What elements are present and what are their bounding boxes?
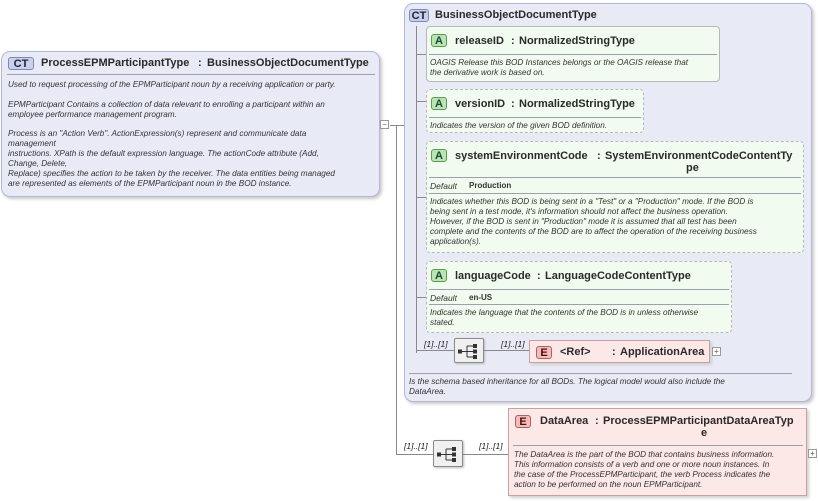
attribute-name: versionID [455, 98, 506, 110]
seq-branch [416, 350, 454, 351]
attr-branch-2 [416, 101, 426, 102]
attribute-separator [429, 54, 717, 55]
main-type-name: ProcessEPMParticipantType [41, 57, 190, 69]
element-doc-line1: The DataArea is the part of the BOD that contains business information. [514, 450, 775, 459]
complex-type-badge-icon: CT [409, 9, 429, 22]
element-type-line2: e [701, 427, 708, 439]
main-type-doc-line2: EPMParticipant Contains a collection of data relevant to enrolling a participant within an [8, 100, 325, 109]
attribute-releaseID[interactable] [426, 26, 720, 82]
main-type-doc-line7: Change, Delete, [8, 159, 68, 168]
element-data-area[interactable] [508, 408, 807, 496]
main-type-doc-line4: Process is an "Action Verb". ActionExpression(s) represent and communicate data [8, 129, 307, 138]
main-type-doc-line3: employee performance management program. [8, 110, 177, 119]
main-type-colon: : [198, 57, 202, 69]
cardinality-label: [1]..[1] [479, 441, 503, 451]
element-badge-icon: E [515, 415, 531, 428]
attr-branch-3 [416, 197, 426, 198]
element-ref-label: <Ref> [560, 346, 591, 358]
attribute-doc-line2: the derivative work is based on. [430, 68, 545, 77]
attribute-type: NormalizedStringType [519, 35, 635, 47]
attribute-colon: : [537, 270, 541, 282]
main-type-doc-line8: Replace) specifies the action to be taken by the receiver. The data entities being managed [8, 169, 335, 178]
element-colon: : [595, 415, 599, 427]
attribute-languageCode[interactable] [426, 261, 732, 333]
main-type-separator [7, 74, 375, 75]
base-type-name: BusinessObjectDocumentType [435, 9, 597, 21]
attribute-name: systemEnvironmentCode [455, 150, 588, 162]
default-value: Production [469, 181, 512, 190]
sequence-glyph-icon [434, 441, 464, 468]
attribute-doc-line1: OAGIS Release this BOD Instances belongs or the OAGIS release that [430, 58, 689, 67]
sequence-compositor-icon[interactable] [454, 338, 484, 363]
main-type-base: BusinessObjectDocumentType [207, 57, 369, 69]
element-application-area[interactable] [529, 340, 710, 363]
attribute-type-line1: SystemEnvironmentCodeContentTy [605, 150, 793, 162]
attribute-type-line2: pe [686, 162, 699, 174]
attribute-doc-line2: being sent in a test mode, it's information should not affect the business operation. [430, 207, 728, 216]
attribute-doc-line3: However, if the BOD is sent in "Production" mode it is assumed that all test has been [430, 217, 737, 226]
attribute-badge-icon: A [431, 97, 447, 110]
attribute-badge-icon: A [431, 269, 447, 282]
default-label: Default [430, 293, 457, 303]
element-name: ApplicationArea [620, 346, 705, 358]
collapse-toggle-icon[interactable]: − [380, 120, 389, 129]
attribute-doc-line1: Indicates the version of the given BOD definition. [430, 121, 608, 130]
main-type-doc-line1: Used to request processing of the EPMParticipant noun by a receiving application or party. [8, 80, 336, 89]
attribute-versionID[interactable] [426, 89, 644, 133]
main-type-doc-line9: are represented as elements of the EPMParticipant noun in the BOD instance. [8, 179, 292, 188]
attribute-colon: : [597, 150, 601, 162]
element-badge-icon: E [536, 346, 552, 359]
element-name: DataArea [540, 415, 589, 427]
base-type-doc-line1: Is the schema based inheritance for all BODs. The logical model would also include the [409, 377, 725, 386]
attribute-doc-line4: complete and the contents of the BOD are to affect the operation of the receiving business [430, 227, 757, 236]
connector-to-base-h [396, 125, 404, 126]
base-type-separator [409, 373, 792, 374]
element-separator [513, 445, 803, 446]
attribute-systemEnvironmentCode[interactable] [426, 141, 804, 253]
attribute-separator [429, 289, 729, 290]
attribute-colon: : [511, 35, 515, 47]
attribute-separator [429, 117, 641, 118]
connector-seq-to-dataarea [463, 454, 508, 455]
element-doc-line2: This information consists of a verb and one or more noun instances. In [514, 460, 770, 469]
main-type-doc-line5: management [8, 139, 56, 148]
connector-seq-to-apparea [484, 350, 529, 351]
cardinality-label: [1]..[1] [501, 339, 525, 349]
element-doc-line4: action to be performed on the noun EPMParticipant. [514, 480, 703, 489]
cardinality-label: [1]..[1] [424, 339, 448, 349]
attribute-type: NormalizedStringType [519, 98, 635, 110]
expand-toggle-icon[interactable]: + [808, 449, 817, 458]
base-complex-type[interactable] [404, 3, 812, 402]
sequence-glyph-icon [455, 339, 485, 364]
element-colon: : [612, 346, 616, 358]
element-doc-line3: the case of the ProcessEPMParticipant, the verb Process indicates the [514, 470, 771, 479]
main-complex-type[interactable] [1, 51, 380, 197]
connector-trunk-v [396, 125, 397, 454]
complex-type-badge-icon: CT [8, 57, 34, 70]
attr-branch-4 [416, 297, 426, 298]
attribute-colon: : [511, 98, 515, 110]
sequence-compositor-icon[interactable] [433, 440, 463, 467]
attribute-name: releaseID [455, 35, 504, 47]
expand-toggle-icon[interactable]: + [712, 347, 721, 356]
base-type-doc-line2: DataArea. [409, 387, 446, 396]
default-label: Default [430, 181, 457, 191]
attribute-doc-line5: application(s). [430, 237, 481, 246]
attribute-doc-line1: Indicates the language that the contents of the BOD is in unless otherwise [430, 308, 699, 317]
attribute-separator [429, 177, 801, 178]
default-value: en-US [469, 293, 493, 302]
main-type-doc-line6: instructions. XPath is the default expression language. The actionCode attribute (Add, [8, 149, 319, 158]
attribute-badge-icon: A [431, 149, 447, 162]
connector-to-dataarea-seq-h [396, 454, 433, 455]
attribute-doc-line2: stated. [430, 318, 455, 327]
attribute-doc-line1: Indicates whether this BOD is being sent in a "Test" or a "Production" mode. If the BOD is [430, 197, 754, 206]
element-type-line1: ProcessEPMParticipantDataAreaTyp [603, 415, 794, 427]
attribute-type: LanguageCodeContentType [545, 270, 691, 282]
attribute-separator [429, 304, 729, 305]
attr-branch-1 [416, 54, 426, 55]
attribute-badge-icon: A [431, 34, 447, 47]
attribute-tree-line [416, 26, 417, 353]
cardinality-label: [1]..[1] [404, 441, 428, 451]
attribute-separator [429, 193, 801, 194]
attribute-name: languageCode [455, 270, 531, 282]
